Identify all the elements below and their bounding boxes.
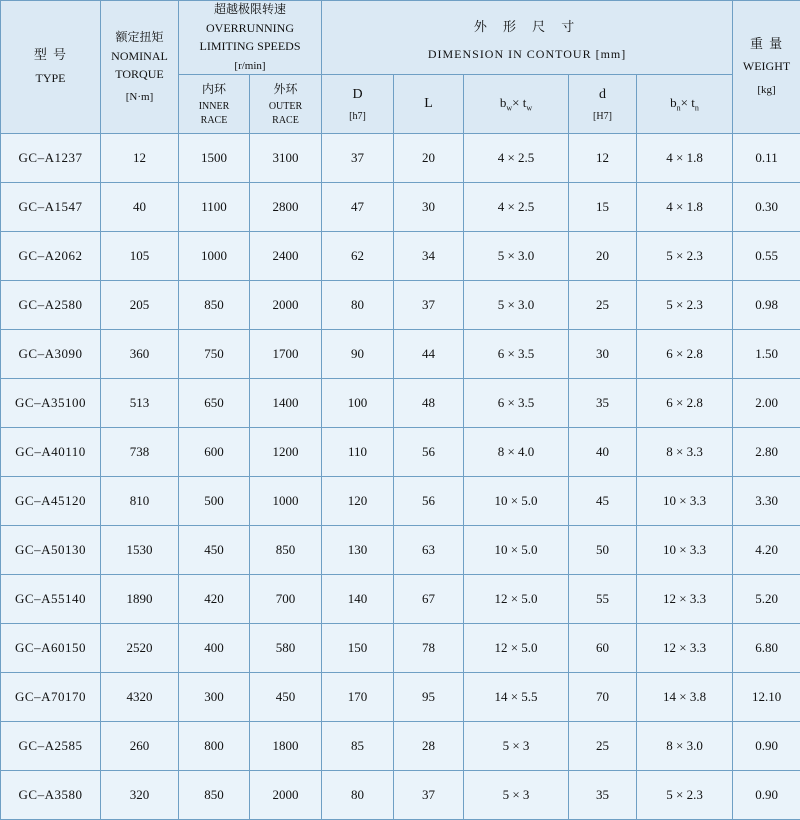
cell-L: 37 [394, 771, 464, 820]
cell-L: 48 [394, 379, 464, 428]
table-row [1, 722, 800, 771]
table-row [1, 330, 800, 379]
cell-bw-tw: 10 × 5.0 [464, 526, 569, 575]
table-row [1, 575, 800, 624]
header-inner-en1: INNER [179, 100, 249, 114]
cell-bn-tn: 12 × 3.3 [637, 575, 733, 624]
cell-type: GC–A2580 [1, 281, 101, 330]
table-row [1, 232, 800, 281]
cell-type: GC–A3090 [1, 330, 101, 379]
cell-type: GC–A70170 [1, 673, 101, 722]
cell-d: 20 [569, 232, 637, 281]
cell-outer-race: 700 [250, 575, 322, 624]
header-speeds-cn: 超越极限转速 [179, 1, 321, 17]
table-row [1, 134, 800, 183]
cell-torque: 513 [101, 379, 179, 428]
cell-bw-tw: 5 × 3 [464, 722, 569, 771]
cell-d: 70 [569, 673, 637, 722]
cell-bn-tn: 5 × 2.3 [637, 281, 733, 330]
cell-D: 62 [322, 232, 394, 281]
cell-inner-race: 650 [179, 379, 250, 428]
cell-d: 50 [569, 526, 637, 575]
cell-torque: 12 [101, 134, 179, 183]
cell-torque: 40 [101, 183, 179, 232]
cell-torque: 2520 [101, 624, 179, 673]
header-tw-sub: w [526, 104, 532, 113]
header-bw-b: b [500, 95, 507, 110]
cell-weight: 1.50 [733, 330, 800, 379]
cell-L: 20 [394, 134, 464, 183]
cell-inner-race: 420 [179, 575, 250, 624]
cell-bw-tw: 6 × 3.5 [464, 379, 569, 428]
header-inner-en2: RACE [179, 114, 249, 128]
cell-outer-race: 1000 [250, 477, 322, 526]
cell-bn-tn: 8 × 3.3 [637, 428, 733, 477]
cell-type: GC–A3580 [1, 771, 101, 820]
cell-type: GC–A60150 [1, 624, 101, 673]
header-type [1, 1, 101, 134]
cell-L: 56 [394, 428, 464, 477]
header-dimension-in-contour [322, 1, 733, 75]
cell-L: 44 [394, 330, 464, 379]
cell-d: 45 [569, 477, 637, 526]
cell-weight: 0.11 [733, 134, 800, 183]
cell-d: 25 [569, 281, 637, 330]
cell-outer-race: 3100 [250, 134, 322, 183]
header-bw-mult: × t [512, 95, 526, 110]
cell-bn-tn: 6 × 2.8 [637, 330, 733, 379]
cell-outer-race: 2800 [250, 183, 322, 232]
cell-type: GC–A45120 [1, 477, 101, 526]
cell-inner-race: 750 [179, 330, 250, 379]
cell-type: GC–A1237 [1, 134, 101, 183]
table-row [1, 428, 800, 477]
cell-bn-tn: 6 × 2.8 [637, 379, 733, 428]
table-row [1, 526, 800, 575]
cell-inner-race: 300 [179, 673, 250, 722]
cell-d: 12 [569, 134, 637, 183]
header-D-label: D [322, 85, 393, 105]
header-bn-sub: n [677, 104, 681, 113]
cell-weight: 0.98 [733, 281, 800, 330]
cell-D: 47 [322, 183, 394, 232]
table-row [1, 379, 800, 428]
header-torque-en1: NOMINAL [101, 48, 178, 65]
table-row [1, 673, 800, 722]
header-D-fit: [h7] [322, 110, 393, 124]
cell-torque: 205 [101, 281, 179, 330]
cell-D: 80 [322, 281, 394, 330]
cell-bn-tn: 5 × 2.3 [637, 232, 733, 281]
cell-d: 60 [569, 624, 637, 673]
header-bn-mult: × t [681, 95, 695, 110]
header-inner-race [179, 75, 250, 134]
cell-L: 37 [394, 281, 464, 330]
cell-inner-race: 400 [179, 624, 250, 673]
header-type-en: TYPE [1, 70, 100, 87]
table-row [1, 771, 800, 820]
cell-type: GC–A35100 [1, 379, 101, 428]
cell-outer-race: 1200 [250, 428, 322, 477]
cell-D: 100 [322, 379, 394, 428]
header-length-L [394, 75, 464, 134]
cell-outer-race: 850 [250, 526, 322, 575]
header-d-fit: [H7] [569, 110, 636, 124]
cell-inner-race: 1000 [179, 232, 250, 281]
cell-weight: 0.90 [733, 771, 800, 820]
cell-outer-race: 2000 [250, 281, 322, 330]
table-header [1, 1, 800, 134]
cell-bn-tn: 14 × 3.8 [637, 673, 733, 722]
header-overrunning-speeds [179, 1, 322, 75]
cell-type: GC–A55140 [1, 575, 101, 624]
cell-D: 120 [322, 477, 394, 526]
cell-D: 150 [322, 624, 394, 673]
cell-bw-tw: 10 × 5.0 [464, 477, 569, 526]
cell-inner-race: 600 [179, 428, 250, 477]
cell-D: 170 [322, 673, 394, 722]
header-outer-cn: 外环 [250, 81, 321, 97]
cell-inner-race: 500 [179, 477, 250, 526]
cell-bn-tn: 12 × 3.3 [637, 624, 733, 673]
cell-d: 25 [569, 722, 637, 771]
cell-bw-tw: 12 × 5.0 [464, 624, 569, 673]
header-dimension-en: DIMENSION IN CONTOUR [mm] [322, 47, 732, 62]
cell-weight: 0.90 [733, 722, 800, 771]
table-row [1, 477, 800, 526]
cell-bw-tw: 6 × 3.5 [464, 330, 569, 379]
header-outer-en2: RACE [250, 114, 321, 128]
cell-outer-race: 580 [250, 624, 322, 673]
cell-weight: 12.10 [733, 673, 800, 722]
cell-D: 90 [322, 330, 394, 379]
header-speeds-unit: [r/min] [179, 58, 321, 75]
cell-bw-tw: 4 × 2.5 [464, 134, 569, 183]
cell-type: GC–A50130 [1, 526, 101, 575]
cell-type: GC–A2062 [1, 232, 101, 281]
cell-torque: 320 [101, 771, 179, 820]
header-bw-sub: w [506, 104, 512, 113]
cell-L: 63 [394, 526, 464, 575]
cell-L: 78 [394, 624, 464, 673]
cell-bw-tw: 4 × 2.5 [464, 183, 569, 232]
cell-weight: 5.20 [733, 575, 800, 624]
cell-type: GC–A1547 [1, 183, 101, 232]
cell-torque: 260 [101, 722, 179, 771]
cell-bw-tw: 5 × 3.0 [464, 281, 569, 330]
header-bn-b: b [670, 95, 677, 110]
cell-L: 95 [394, 673, 464, 722]
cell-outer-race: 1400 [250, 379, 322, 428]
cell-D: 140 [322, 575, 394, 624]
cell-weight: 0.55 [733, 232, 800, 281]
header-weight [733, 1, 800, 134]
cell-d: 35 [569, 379, 637, 428]
cell-weight: 0.30 [733, 183, 800, 232]
header-inner-cn: 内环 [179, 81, 249, 97]
header-outer-race [250, 75, 322, 134]
cell-type: GC–A2585 [1, 722, 101, 771]
cell-D: 130 [322, 526, 394, 575]
cell-bn-tn: 10 × 3.3 [637, 477, 733, 526]
cell-bn-tn: 10 × 3.3 [637, 526, 733, 575]
cell-inner-race: 1100 [179, 183, 250, 232]
cell-torque: 4320 [101, 673, 179, 722]
header-nominal-torque [101, 1, 179, 134]
cell-bn-tn: 8 × 3.0 [637, 722, 733, 771]
header-speeds-en2: LIMITING SPEEDS [179, 38, 321, 55]
cell-outer-race: 1800 [250, 722, 322, 771]
cell-weight: 2.00 [733, 379, 800, 428]
cell-bn-tn: 4 × 1.8 [637, 183, 733, 232]
cell-D: 80 [322, 771, 394, 820]
header-diameter-D [322, 75, 394, 134]
cell-bw-tw: 5 × 3.0 [464, 232, 569, 281]
header-bn-tn [637, 75, 733, 134]
cell-torque: 105 [101, 232, 179, 281]
cell-weight: 2.80 [733, 428, 800, 477]
header-outer-en1: OUTER [250, 100, 321, 114]
cell-D: 110 [322, 428, 394, 477]
cell-outer-race: 2400 [250, 232, 322, 281]
cell-inner-race: 450 [179, 526, 250, 575]
cell-d: 30 [569, 330, 637, 379]
cell-L: 30 [394, 183, 464, 232]
cell-weight: 6.80 [733, 624, 800, 673]
header-weight-cn: 重 量 [733, 36, 800, 54]
cell-L: 34 [394, 232, 464, 281]
cell-weight: 3.30 [733, 477, 800, 526]
cell-d: 55 [569, 575, 637, 624]
header-torque-en2: TORQUE [101, 66, 178, 83]
header-speeds-en1: OVERRUNNING [179, 20, 321, 37]
cell-torque: 810 [101, 477, 179, 526]
cell-bn-tn: 5 × 2.3 [637, 771, 733, 820]
header-tn-sub: n [695, 104, 699, 113]
cell-bn-tn: 4 × 1.8 [637, 134, 733, 183]
cell-D: 85 [322, 722, 394, 771]
cell-outer-race: 1700 [250, 330, 322, 379]
header-L-label: L [394, 94, 463, 114]
cell-bw-tw: 12 × 5.0 [464, 575, 569, 624]
cell-L: 56 [394, 477, 464, 526]
cell-bw-tw: 5 × 3 [464, 771, 569, 820]
cell-bw-tw: 8 × 4.0 [464, 428, 569, 477]
header-weight-unit: [kg] [733, 82, 800, 99]
table-row [1, 183, 800, 232]
cell-torque: 1890 [101, 575, 179, 624]
cell-torque: 360 [101, 330, 179, 379]
cell-d: 35 [569, 771, 637, 820]
cell-d: 15 [569, 183, 637, 232]
table-row [1, 624, 800, 673]
cell-outer-race: 450 [250, 673, 322, 722]
header-torque-unit: [N·m] [101, 89, 178, 106]
cell-type: GC–A40110 [1, 428, 101, 477]
header-torque-cn: 额定扭矩 [101, 29, 178, 45]
header-bw-tw [464, 75, 569, 134]
cell-bw-tw: 14 × 5.5 [464, 673, 569, 722]
cell-inner-race: 1500 [179, 134, 250, 183]
cell-L: 28 [394, 722, 464, 771]
cell-torque: 738 [101, 428, 179, 477]
header-weight-en: WEIGHT [733, 58, 800, 75]
header-d-label: d [569, 85, 636, 105]
cell-L: 67 [394, 575, 464, 624]
cell-D: 37 [322, 134, 394, 183]
header-diameter-d [569, 75, 637, 134]
cell-d: 40 [569, 428, 637, 477]
cell-inner-race: 850 [179, 281, 250, 330]
header-dimension-cn: 外 形 尺 寸 [322, 19, 732, 37]
cell-torque: 1530 [101, 526, 179, 575]
cell-weight: 4.20 [733, 526, 800, 575]
table-row [1, 281, 800, 330]
cell-outer-race: 2000 [250, 771, 322, 820]
table-body [1, 134, 800, 820]
cell-inner-race: 800 [179, 722, 250, 771]
cell-inner-race: 850 [179, 771, 250, 820]
header-row-top [1, 1, 800, 75]
header-type-cn: 型 号 [1, 47, 100, 65]
